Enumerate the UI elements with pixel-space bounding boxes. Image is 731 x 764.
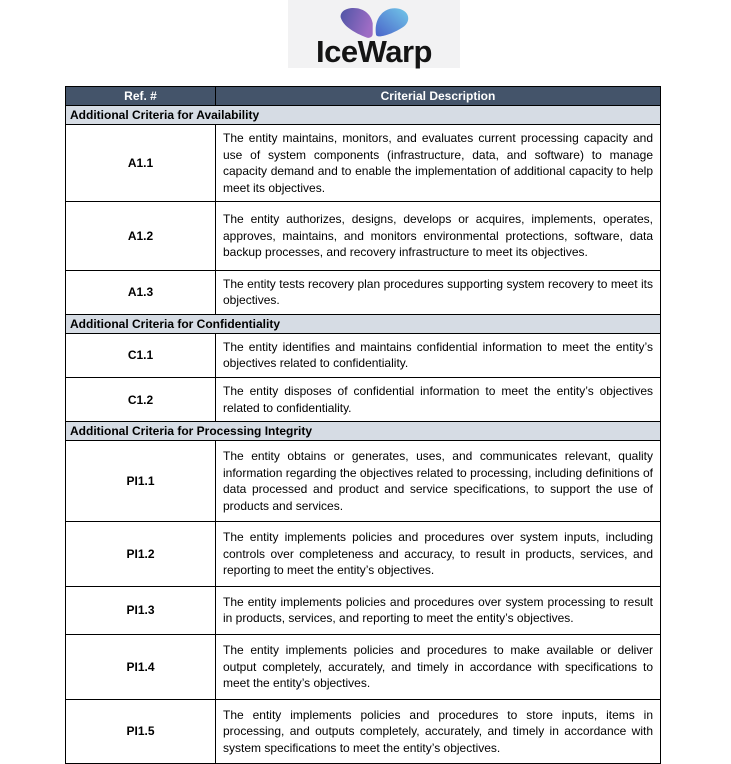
description-cell: The entity implements policies and procedures to store inputs, items in processing, and outputs completely, accurately, and timely in accordance with system specifications to meet the entity’s objectives. bbox=[216, 699, 661, 764]
ref-cell: PI1.1 bbox=[66, 441, 216, 522]
ref-cell: A1.1 bbox=[66, 125, 216, 202]
table-row bbox=[66, 378, 661, 422]
description-cell: The entity implements policies and procedures over system inputs, including controls over completeness and accuracy, to result in products, services, and reporting to meet the entity’s objectives. bbox=[216, 522, 661, 587]
description-cell: The entity authorizes, designs, develops or acquires, implements, operates, approves, maintains, and monitors environmental protections, software, data backup processes, and recovery infrastructure to meet its objectives. bbox=[216, 202, 661, 271]
ref-cell: C1.2 bbox=[66, 378, 216, 422]
section-header-row bbox=[66, 314, 661, 333]
wave-right-petal bbox=[376, 8, 409, 36]
description-cell: The entity tests recovery plan procedures supporting system recovery to meet its objectives. bbox=[216, 270, 661, 314]
description-cell: The entity implements policies and procedures to make available or deliver output completely, accurately, and timely in accordance with specifications to meet the entity’s objectives. bbox=[216, 635, 661, 700]
table-header-row bbox=[66, 87, 661, 106]
section-title: Additional Criteria for Processing Integrity bbox=[66, 422, 661, 441]
ref-cell: PI1.4 bbox=[66, 635, 216, 700]
table-row bbox=[66, 586, 661, 634]
ref-cell: C1.1 bbox=[66, 333, 216, 377]
ref-cell: A1.3 bbox=[66, 270, 216, 314]
description-cell: The entity identifies and maintains confidential information to meet the entity’s objectives related to confidentiality. bbox=[216, 333, 661, 377]
logo-wordmark: IceWarp bbox=[316, 34, 432, 69]
description-cell: The entity maintains, monitors, and evaluates current processing capacity and use of system components (infrastructure, data, and software) to manage capacity demand and to enable the implementation of additional capacity to help meet its objectives. bbox=[216, 125, 661, 202]
table-row bbox=[66, 635, 661, 700]
column-header-ref: Ref. # bbox=[66, 87, 216, 106]
icewarp-logo bbox=[288, 0, 460, 68]
criteria-table bbox=[65, 86, 661, 764]
ref-cell: PI1.5 bbox=[66, 699, 216, 764]
section-header-row bbox=[66, 106, 661, 125]
section-header-row bbox=[66, 422, 661, 441]
section-title: Additional Criteria for Confidentiality bbox=[66, 314, 661, 333]
table-row bbox=[66, 522, 661, 587]
ref-cell: PI1.2 bbox=[66, 522, 216, 587]
description-cell: The entity implements policies and procedures over system processing to result in products, services, and reporting to meet the entity’s objectives. bbox=[216, 586, 661, 634]
table-row bbox=[66, 699, 661, 764]
table-header bbox=[66, 87, 661, 106]
ref-cell: A1.2 bbox=[66, 202, 216, 271]
ref-cell: PI1.3 bbox=[66, 586, 216, 634]
description-cell: The entity disposes of confidential information to meet the entity’s objectives related to confidentiality. bbox=[216, 378, 661, 422]
table-row bbox=[66, 270, 661, 314]
criteria-table-body bbox=[66, 106, 661, 764]
description-cell: The entity obtains or generates, uses, and communicates relevant, quality information regarding the objectives related to processing, including definitions of data processed and product and service specifications, to support the use of products and services. bbox=[216, 441, 661, 522]
table-row bbox=[66, 333, 661, 377]
table-row bbox=[66, 202, 661, 271]
column-header-description: Criterial Description bbox=[216, 87, 661, 106]
table-row bbox=[66, 125, 661, 202]
table-row bbox=[66, 441, 661, 522]
section-title: Additional Criteria for Availability bbox=[66, 106, 661, 125]
